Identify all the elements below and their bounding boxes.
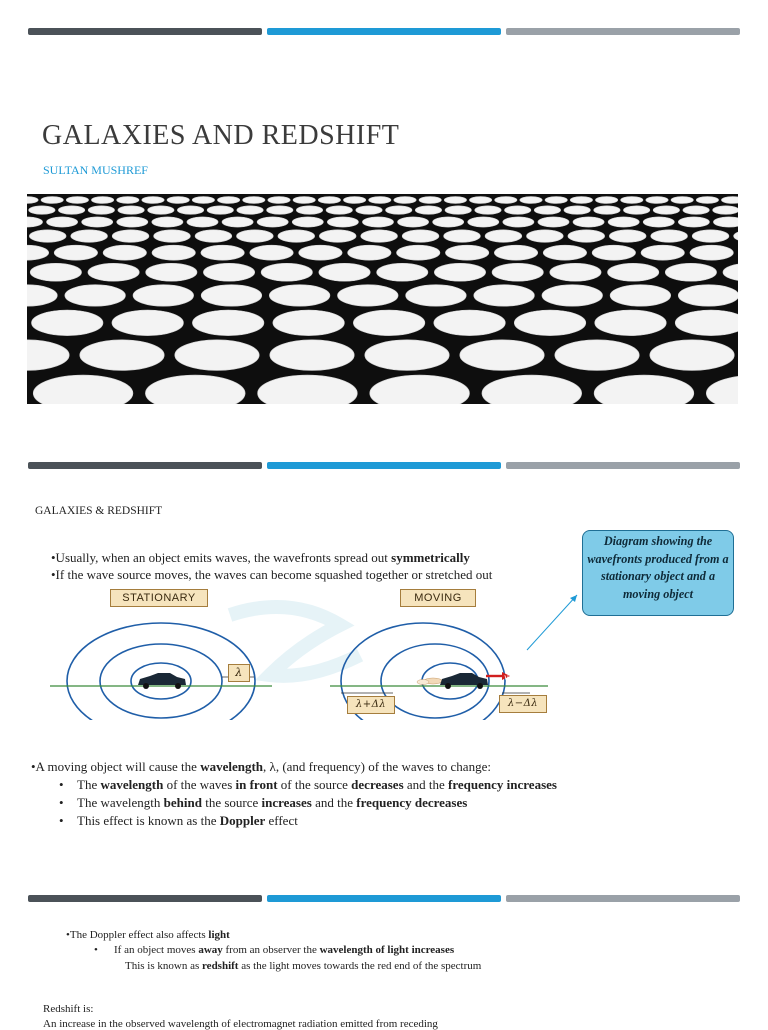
disc	[402, 230, 439, 242]
disc	[406, 285, 467, 306]
section-heading: GALAXIES & REDSHIFT	[35, 505, 163, 517]
disc	[27, 285, 57, 306]
disc	[665, 263, 716, 281]
disc	[273, 310, 345, 336]
disc	[646, 197, 668, 204]
disc	[671, 197, 693, 204]
disc	[177, 206, 203, 214]
intro-bullets	[51, 549, 492, 583]
disc	[706, 375, 738, 404]
list-item-front: • The wavelength of the waves in front of the source decreases and the frequency increases	[59, 777, 557, 792]
disc	[696, 197, 718, 204]
disc	[445, 245, 488, 260]
exhaust-icon	[417, 678, 442, 685]
disc	[723, 263, 738, 281]
disc	[643, 217, 674, 227]
stationary-label: STATIONARY	[110, 589, 208, 607]
top-bar-grey	[506, 28, 740, 35]
disc	[595, 197, 617, 204]
disc	[475, 206, 501, 214]
disc	[33, 375, 133, 404]
disc	[394, 197, 416, 204]
para-text-end: , λ, (and frequency) of the waves to change:	[263, 759, 491, 774]
disc	[356, 206, 382, 214]
bullet-dot: •	[59, 813, 64, 828]
disc	[192, 197, 214, 204]
disc	[550, 263, 601, 281]
bullet-text: •Usually, when an object emits waves, the wavefronts spread out	[51, 550, 392, 565]
disc	[444, 230, 481, 242]
disc	[27, 340, 69, 371]
disc	[594, 206, 620, 214]
disc	[203, 263, 254, 281]
velocity-label: v	[504, 673, 509, 682]
disc	[117, 217, 148, 227]
disc	[201, 245, 244, 260]
disc	[474, 285, 535, 306]
disc	[621, 197, 643, 204]
disc	[564, 206, 590, 214]
disc	[46, 217, 77, 227]
disc	[568, 230, 605, 242]
disc	[88, 263, 139, 281]
disc	[542, 285, 603, 306]
disc	[142, 197, 164, 204]
diagram-callout: Diagram showing the wavefronts produced from a stationary object and a moving object	[582, 530, 734, 616]
disc	[520, 197, 542, 204]
disc	[623, 206, 649, 214]
doppler-list	[59, 776, 557, 830]
disc	[71, 230, 108, 242]
disc	[445, 206, 471, 214]
callout-pointer	[527, 595, 577, 650]
disc	[112, 230, 149, 242]
disc	[293, 197, 315, 204]
disc	[353, 310, 425, 336]
disc	[88, 206, 114, 214]
redshift-definition: An increase in the observed wavelength of electromagnet radiation emitted from receding	[43, 1018, 438, 1030]
divider2-bar-grey	[506, 895, 740, 902]
disc	[27, 245, 49, 260]
lambda-plus-label: λ+Δλ	[347, 696, 395, 714]
disc	[555, 340, 639, 371]
list-item-doppler: • This effect is known as the Doppler effect	[59, 813, 298, 828]
hero-image	[27, 194, 738, 404]
redshift-is-label: Redshift is:	[43, 1003, 94, 1015]
disc	[318, 197, 340, 204]
disc	[65, 285, 126, 306]
disc	[348, 245, 391, 260]
disc	[526, 230, 563, 242]
divider2-bar-blue	[267, 895, 501, 902]
disc	[237, 206, 263, 214]
disc	[434, 310, 506, 336]
disc	[54, 245, 97, 260]
disc	[257, 217, 288, 227]
disc	[683, 206, 709, 214]
disc	[267, 206, 293, 214]
disc	[319, 230, 356, 242]
disc	[608, 263, 659, 281]
disc	[175, 340, 259, 371]
disc	[29, 206, 55, 214]
disc	[29, 230, 66, 242]
disc	[444, 197, 466, 204]
disc	[595, 310, 667, 336]
disc	[27, 197, 38, 204]
bullet-dot: •	[59, 777, 64, 792]
divider-bar-grey	[506, 462, 740, 469]
disc	[397, 217, 428, 227]
disc	[485, 230, 522, 242]
author-name: SULTAN MUSHREF	[43, 163, 148, 177]
disc	[370, 375, 470, 404]
disc	[675, 310, 738, 336]
disc	[278, 230, 315, 242]
disc	[469, 197, 491, 204]
disc	[369, 197, 391, 204]
disc	[66, 197, 88, 204]
disc	[610, 285, 671, 306]
disc	[269, 285, 330, 306]
disc	[690, 245, 733, 260]
disc	[415, 206, 441, 214]
disc	[319, 263, 370, 281]
disc	[187, 217, 218, 227]
disc	[608, 217, 639, 227]
stationary-wavefronts	[67, 623, 255, 720]
disc	[192, 310, 264, 336]
disc	[327, 217, 358, 227]
disc	[361, 230, 398, 242]
list-item-behind: • The wavelength behind the source increases and the frequency decreases	[59, 795, 468, 810]
disc	[91, 197, 113, 204]
disc	[148, 206, 174, 214]
disc	[650, 340, 734, 371]
disc	[326, 206, 352, 214]
disc	[365, 340, 449, 371]
disc	[268, 197, 290, 204]
away-bullet: • If an object moves away from an observer the wavelength of light increases	[94, 944, 455, 956]
disc	[261, 263, 312, 281]
disc	[152, 217, 183, 227]
disc	[152, 245, 195, 260]
disc	[678, 285, 738, 306]
disc	[678, 217, 709, 227]
disc	[250, 245, 293, 260]
disc	[80, 340, 164, 371]
disc	[217, 197, 239, 204]
disc	[482, 375, 582, 404]
disc	[222, 217, 253, 227]
disc	[58, 206, 84, 214]
slide-title: GALAXIES AND REDSHIFT	[42, 120, 400, 151]
disc	[117, 197, 139, 204]
disc	[494, 245, 537, 260]
disc	[270, 340, 354, 371]
disc	[570, 197, 592, 204]
lambda-label: λ	[228, 664, 250, 682]
disc	[258, 375, 358, 404]
disc	[543, 245, 586, 260]
disc	[243, 197, 265, 204]
disc	[495, 197, 517, 204]
para-bold: wavelength	[200, 759, 264, 774]
divider2-bar-dark	[28, 895, 262, 902]
divider-bar-blue	[267, 462, 501, 469]
divider-bar-dark	[28, 462, 262, 469]
disc	[30, 263, 81, 281]
disc	[118, 206, 144, 214]
disc	[362, 217, 393, 227]
disc	[514, 310, 586, 336]
moving-label: MOVING	[400, 589, 476, 607]
disc	[641, 245, 684, 260]
disc	[504, 206, 530, 214]
disc	[195, 230, 232, 242]
disc	[112, 310, 184, 336]
disc	[538, 217, 569, 227]
disc	[592, 245, 635, 260]
disc	[434, 263, 485, 281]
bullet-dot: •	[59, 795, 64, 810]
disc	[343, 197, 365, 204]
disc	[545, 197, 567, 204]
disc	[201, 285, 262, 306]
disc	[534, 206, 560, 214]
bullet-moving-source: •If the wave source moves, the waves can become squashed together or stretched out	[51, 567, 493, 582]
disc	[133, 285, 194, 306]
disc	[609, 230, 646, 242]
redshift-note: This is known as redshift as the light moves towards the red end of the spectrum	[125, 960, 482, 972]
disc	[594, 375, 694, 404]
disc	[236, 230, 273, 242]
disc	[27, 217, 43, 227]
disc	[651, 230, 688, 242]
top-bar-blue	[267, 28, 501, 35]
disc	[503, 217, 534, 227]
doppler-intro	[31, 759, 491, 775]
top-bar-dark	[28, 28, 262, 35]
disc	[299, 245, 342, 260]
disc	[692, 230, 729, 242]
para-text: •A moving object will cause the	[31, 759, 201, 774]
disc	[41, 197, 63, 204]
disc	[460, 340, 544, 371]
bullet-bold: symmetrically	[391, 550, 470, 565]
lambda-minus-label: λ−Δλ	[499, 695, 547, 713]
disc	[103, 245, 146, 260]
disc	[337, 285, 398, 306]
disc	[296, 206, 322, 214]
disc	[292, 217, 323, 227]
bullet-dot: •	[94, 944, 98, 956]
disc	[31, 310, 103, 336]
disc	[573, 217, 604, 227]
disc	[713, 206, 738, 214]
bullet-symmetric	[51, 549, 492, 566]
disc	[396, 245, 439, 260]
disc-pattern-image	[27, 194, 738, 404]
disc	[167, 197, 189, 204]
disc	[419, 197, 441, 204]
disc	[433, 217, 464, 227]
disc	[82, 217, 113, 227]
disc	[386, 206, 412, 214]
disc	[492, 263, 543, 281]
light-bullet: •The Doppler effect also affects light	[66, 929, 230, 941]
disc	[468, 217, 499, 227]
disc	[721, 197, 738, 204]
disc	[653, 206, 679, 214]
disc	[146, 263, 197, 281]
disc	[207, 206, 233, 214]
disc	[734, 230, 738, 242]
disc	[377, 263, 428, 281]
disc	[154, 230, 191, 242]
disc	[713, 217, 738, 227]
disc	[145, 375, 245, 404]
